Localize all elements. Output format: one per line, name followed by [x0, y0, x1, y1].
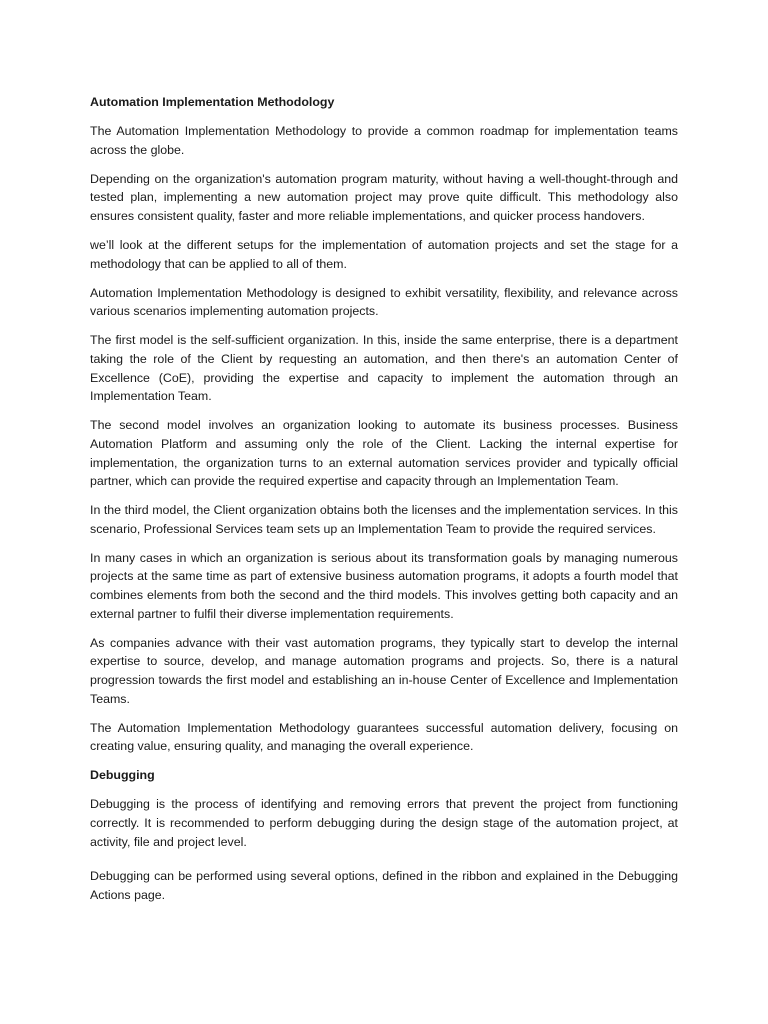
paragraph-fourth-model: In many cases in which an organization is serious about its transformation goals by managing numerous projects at the same time as part of extensive business automation programs, it adopts a fourth model that combines elements from both the second and the third models. This involves getting both capacity and an external partner to fulfil their diverse implementation requirements. — [90, 550, 678, 621]
document-page — [90, 93, 678, 915]
paragraph-intro: The Automation Implementation Methodology to provide a common roadmap for implementation teams across the globe. — [90, 124, 678, 157]
section-heading-debugging: Debugging — [90, 768, 155, 783]
paragraph-setups: we’ll look at the different setups for the implementation of automation projects and set the stage for a methodology that can be applied to all of them. — [90, 238, 678, 271]
paragraph-progression: As companies advance with their vast automation programs, they typically start to develop the internal expertise to source, develop, and manage automation programs and projects. So, there is a natural progression towards the first model and establishing an in-house Center of Excellence and Implementation Teams. — [90, 635, 678, 706]
paragraph-debugging-options: Debugging can be performed using several options, defined in the ribbon and explained in the Debugging Actions page. — [90, 869, 678, 902]
paragraph-second-model: The second model involves an organization looking to automate its business processes. Business Automation Platform and assuming only the role of the Client. Lacking the internal expertise for implementation, the organization turns to an external automation services provider and typically official partner, which can provide the required expertise and capacity through an Implementation Team. — [90, 418, 678, 489]
section-heading-methodology: Automation Implementation Methodology — [90, 95, 335, 109]
paragraph-guarantee: The Automation Implementation Methodology guarantees successful automation delivery, focusing on creating value, ensuring quality, and managing the overall experience. — [90, 720, 678, 754]
paragraph-maturity: Depending on the organization's automation program maturity, without having a well-thought-through and tested plan, implementing a new automation project may prove quite difficult. This methodology also ensures consistent quality, faster and more reliable implementations, and quicker process handovers. — [90, 171, 678, 223]
paragraph-versatility: Automation Implementation Methodology is designed to exhibit versatility, flexibility, and relevance across various scenarios implementing automation projects. — [90, 285, 678, 319]
paragraph-first-model: The first model is the self-sufficient organization. In this, inside the same enterprise, there is a department taking the role of the Client by requesting an automation, and then there's an automation Center of Excellence (CoE), providing the expertise and capacity to implement the automation through an Implementation Team. — [90, 333, 678, 404]
paragraph-third-model: In the third model, the Client organization obtains both the licenses and the implementation services. In this scenario, Professional Services team sets up an Implementation Team to provide the required services. — [90, 503, 678, 536]
paragraph-debugging-definition: Debugging is the process of identifying and removing errors that prevent the project from functioning correctly. It is recommended to perform debugging during the design stage of the automation project, at activity, file and project level. — [90, 797, 678, 849]
